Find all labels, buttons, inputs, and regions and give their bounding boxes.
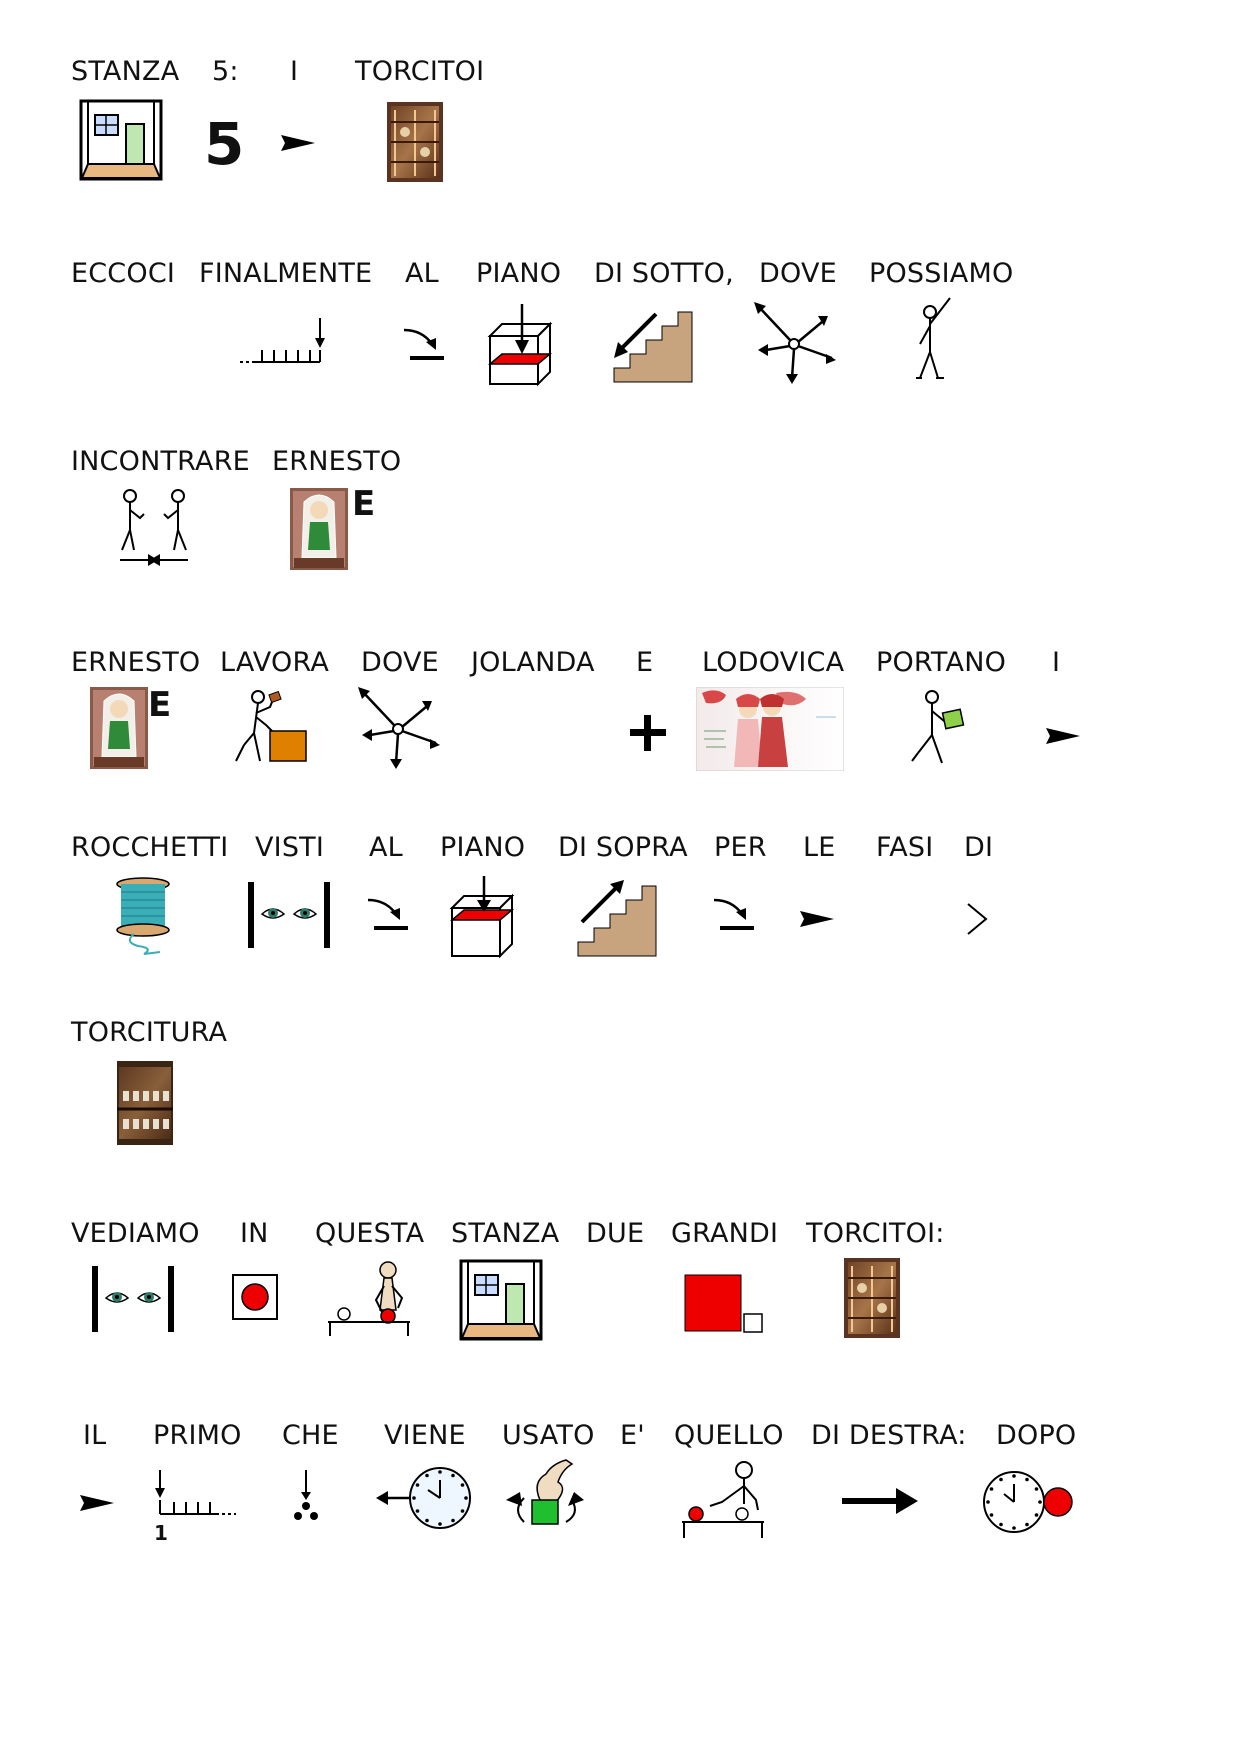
work-person-icon	[232, 687, 308, 767]
sentence-row-8	[0, 1420, 1241, 1560]
word-dopo: DOPO	[996, 1420, 1077, 1451]
word-piano: PIANO	[440, 832, 526, 863]
article-pointer-icon	[1046, 727, 1080, 745]
word-quello: QUELLO	[674, 1420, 784, 1451]
ernesto-photo	[290, 488, 348, 574]
which-pointer-icon	[292, 1468, 322, 1522]
sentence-row-2	[0, 258, 1241, 388]
word-il: IL	[83, 1420, 107, 1451]
word-torcitoi: TORCITOI	[355, 56, 485, 87]
upstairs-icon	[578, 880, 658, 956]
sentence-row-1	[0, 56, 1241, 186]
clock-back-icon	[376, 1466, 472, 1530]
article-pointer-icon	[281, 134, 315, 152]
word-dove: DOVE	[759, 258, 837, 289]
sentence-row-6	[0, 1017, 1241, 1147]
ernesto-photo	[90, 687, 148, 773]
see-eyes-icon	[90, 1264, 176, 1334]
word-ernesto: ERNESTO	[272, 446, 402, 477]
word-dove: DOVE	[361, 647, 439, 678]
sentence-row-3	[0, 446, 1241, 576]
word-stanza: STANZA	[71, 56, 180, 87]
word-e: E	[636, 647, 654, 678]
word-di-sopra: DI SOPRA	[558, 832, 688, 863]
word-i: I	[290, 56, 299, 87]
word-visti: VISTI	[255, 832, 325, 863]
word-viene: VIENE	[384, 1420, 466, 1451]
word-primo: PRIMO	[153, 1420, 242, 1451]
word-di-sotto: DI SOTTO,	[594, 258, 734, 289]
word-rocchetti: ROCCHETTI	[71, 832, 229, 863]
word-portano: PORTANO	[876, 647, 1007, 678]
jolanda-lodovica-photo	[696, 687, 844, 775]
number-5-icon: 5	[204, 110, 245, 178]
word-5: 5:	[212, 56, 239, 87]
room-icon	[460, 1260, 544, 1342]
word-questa: QUESTA	[315, 1218, 425, 1249]
word-piano: PIANO	[476, 258, 562, 289]
word-lodovica: LODOVICA	[702, 647, 845, 678]
preposition-to-icon	[712, 896, 754, 930]
word-di-destra: DI DESTRA:	[811, 1420, 967, 1451]
big-small-square-icon	[684, 1274, 764, 1334]
word-due: DUE	[586, 1218, 645, 1249]
clock-later-icon	[982, 1470, 1074, 1534]
article-pointer-icon	[800, 910, 834, 928]
carry-person-icon	[908, 687, 968, 769]
in-box-icon	[232, 1274, 278, 1320]
sentence-row-5	[0, 832, 1241, 962]
word-torcitura: TORCITURA	[71, 1017, 228, 1048]
word-in: IN	[240, 1218, 269, 1249]
word-vediamo: VEDIAMO	[71, 1218, 200, 1249]
word-lavora: LAVORA	[220, 647, 329, 678]
preposition-to-icon	[366, 896, 408, 930]
where-arrows-icon	[356, 687, 440, 769]
torcitura-photo	[117, 1061, 173, 1149]
word-stanza: STANZA	[451, 1218, 560, 1249]
word-ernesto: ERNESTO	[71, 647, 201, 678]
meet-people-icon	[118, 488, 190, 564]
sentence-row-7	[0, 1218, 1241, 1348]
finally-timeline-icon	[240, 318, 324, 364]
downstairs-icon	[614, 306, 694, 382]
word-fasi: FASI	[876, 832, 934, 863]
word-i: I	[1052, 647, 1061, 678]
word-che: CHE	[282, 1420, 339, 1451]
word-di: DI	[964, 832, 994, 863]
word-e-accent: E'	[620, 1420, 645, 1451]
use-hand-icon	[502, 1460, 588, 1536]
floor-level-icon	[450, 876, 514, 958]
this-person-icon	[326, 1260, 410, 1342]
word-eccoci: ECCOCI	[71, 258, 176, 289]
arrow-right-icon	[842, 1488, 918, 1514]
chevron-right-icon	[966, 902, 988, 936]
word-usato: USATO	[502, 1420, 595, 1451]
word-possiamo: POSSIAMO	[869, 258, 1014, 289]
word-jolanda: JOLANDA	[471, 647, 595, 678]
thread-spool-icon	[114, 876, 172, 956]
word-grandi: GRANDI	[671, 1218, 779, 1249]
that-person-icon	[680, 1460, 770, 1542]
word-al: AL	[405, 258, 439, 289]
where-arrows-icon	[752, 302, 836, 384]
word-al: AL	[369, 832, 403, 863]
letter-e-badge: E	[352, 484, 376, 524]
see-eyes-icon	[246, 880, 332, 950]
ordinal-1-label: 1	[154, 1521, 168, 1545]
word-per: PER	[714, 832, 767, 863]
letter-e-badge: E	[148, 685, 172, 725]
word-le: LE	[803, 832, 836, 863]
sentence-row-4	[0, 647, 1241, 777]
article-pointer-icon	[80, 1494, 114, 1512]
torcitoio-photo	[387, 102, 443, 186]
word-torcitoi: TORCITOI:	[806, 1218, 945, 1249]
plus-icon	[628, 713, 668, 753]
word-incontrare: INCONTRARE	[71, 446, 250, 477]
room-icon	[80, 100, 164, 182]
torcitoio-photo	[844, 1258, 900, 1342]
preposition-to-icon	[402, 326, 444, 360]
can-person-icon	[912, 298, 956, 384]
floor-level-icon	[488, 304, 552, 386]
word-finalmente: FINALMENTE	[199, 258, 373, 289]
